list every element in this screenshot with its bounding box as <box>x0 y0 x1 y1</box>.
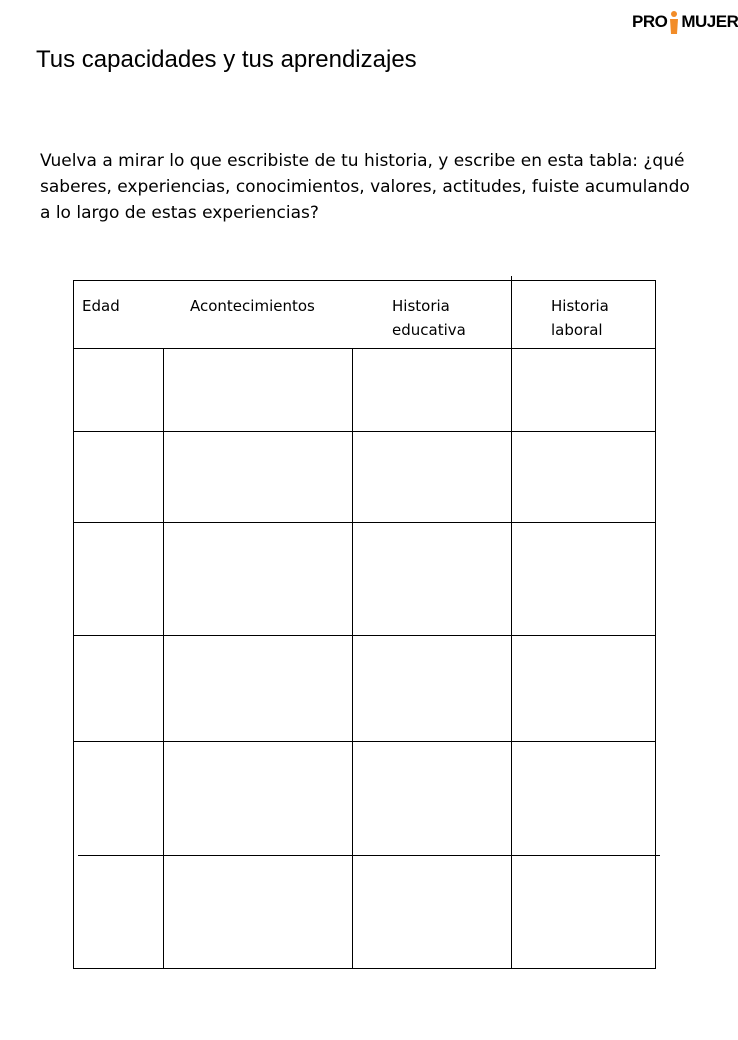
logo-text-pro: PRO <box>632 12 668 31</box>
logo-text-mujer: MUJER <box>681 12 738 31</box>
header-cell-historia-educativa <box>392 294 466 342</box>
page-title: Tus capacidades y tus aprendizajes <box>36 46 417 73</box>
header-cell-acontecimientos <box>190 294 315 318</box>
header-historia-educativa-line2: educativa <box>392 321 466 339</box>
header-edad-line1: Edad <box>82 297 120 315</box>
header-historia-educativa-line1: Historia <box>392 297 450 315</box>
instructions-text: Vuelva a mirar lo que escribiste de tu historia, y escribe en esta tabla: ¿qué saberes, experiencias, conocimientos, valores, actitudes, fuiste acumulando a lo largo de estas experiencias? <box>40 151 690 223</box>
header-acontecimientos-line1: Acontecimientos <box>190 297 315 315</box>
header-historia-laboral-line1: Historia <box>551 297 609 315</box>
header-historia-laboral-line2: laboral <box>551 321 603 339</box>
header-cell-edad <box>82 294 120 318</box>
header-cell-historia-laboral <box>551 294 609 342</box>
